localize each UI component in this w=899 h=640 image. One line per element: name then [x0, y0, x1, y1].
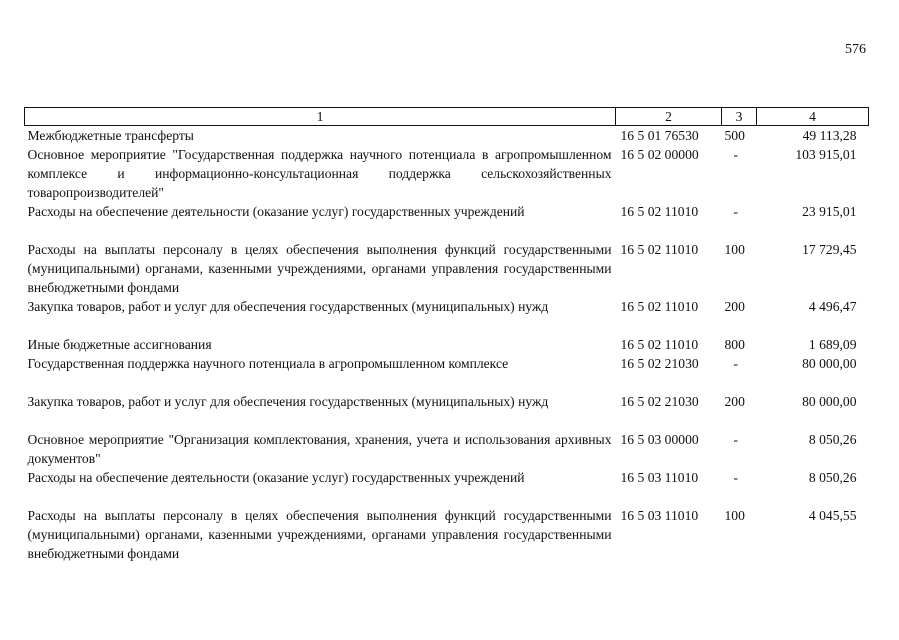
row-type: - [733, 356, 739, 371]
row-name: Государственная поддержка научного потенциала в агропромышленном комплексе [27, 356, 509, 371]
row-amount: 8 050,26 [808, 470, 857, 485]
row-code: 16 5 02 11010 [620, 242, 699, 257]
row-amount: 8 050,26 [808, 432, 857, 447]
table-row [25, 468, 869, 506]
row-type: - [733, 470, 739, 485]
header-col-4: 4 [757, 108, 869, 126]
header-row [25, 108, 869, 126]
row-code: 16 5 02 21030 [620, 356, 699, 371]
row-type: - [733, 204, 739, 219]
row-name: Основное мероприятие "Организация комплектования, хранения, учета и использования архивных документов" [27, 432, 612, 466]
row-code: 16 5 02 00000 [620, 147, 699, 162]
row-code: 16 5 02 11010 [620, 337, 699, 352]
row-type: - [733, 147, 739, 162]
table-row [25, 392, 869, 430]
budget-table [24, 107, 869, 563]
row-type: 200 [724, 394, 745, 409]
header-col-2: 2 [616, 108, 722, 126]
table-row [25, 240, 869, 297]
table-row [25, 335, 869, 354]
row-code: 16 5 01 76530 [620, 128, 699, 143]
row-type: 100 [724, 508, 745, 523]
row-amount: 103 915,01 [795, 147, 857, 162]
row-type: 200 [724, 299, 745, 314]
row-code: 16 5 03 11010 [620, 508, 699, 523]
page-number: 576 [845, 42, 866, 57]
table-row [25, 430, 869, 468]
row-amount: 4 045,55 [808, 508, 857, 523]
table-row [25, 354, 869, 392]
header-col-3: 3 [722, 108, 757, 126]
row-name: Закупка товаров, работ и услуг для обеспечения государственных (муниципальных) нужд [27, 299, 549, 314]
row-code: 16 5 02 11010 [620, 204, 699, 219]
row-code: 16 5 02 21030 [620, 394, 699, 409]
row-type: - [733, 432, 739, 447]
row-name: Закупка товаров, работ и услуг для обеспечения государственных (муниципальных) нужд [27, 394, 549, 409]
row-name: Расходы на выплаты персоналу в целях обеспечения выполнения функций государственными (муниципальными) органами, казенными учреждениями, органами управления государственными внебюджетными фондами [27, 508, 612, 561]
table-row [25, 297, 869, 335]
row-name: Иные бюджетные ассигнования [27, 337, 212, 352]
row-code: 16 5 03 00000 [620, 432, 699, 447]
row-amount: 1 689,09 [808, 337, 857, 352]
table-row [25, 145, 869, 202]
row-type: 800 [724, 337, 745, 352]
row-amount: 49 113,28 [802, 128, 857, 143]
row-amount: 23 915,01 [802, 204, 857, 219]
table-row [25, 126, 869, 146]
row-code: 16 5 03 11010 [620, 470, 699, 485]
row-amount: 80 000,00 [802, 394, 857, 409]
header-col-1: 1 [25, 108, 616, 126]
row-type: 100 [724, 242, 745, 257]
row-amount: 17 729,45 [802, 242, 857, 257]
table-row [25, 506, 869, 563]
row-name: Расходы на обеспечение деятельности (оказание услуг) государственных учреждений [27, 470, 525, 485]
row-name: Основное мероприятие "Государственная поддержка научного потенциала в агропромышленном комплексе и информационно-консультационная поддержка сельскохозяйственных товаропроизводителей" [27, 147, 612, 200]
row-amount: 4 496,47 [808, 299, 857, 314]
row-name: Межбюджетные трансферты [27, 128, 194, 143]
table-row [25, 202, 869, 240]
row-code: 16 5 02 11010 [620, 299, 699, 314]
row-name: Расходы на обеспечение деятельности (оказание услуг) государственных учреждений [27, 204, 525, 219]
row-amount: 80 000,00 [802, 356, 857, 371]
row-name: Расходы на выплаты персоналу в целях обеспечения выполнения функций государственными (муниципальными) органами, казенными учреждениями, органами управления государственными внебюджетными фондами [27, 242, 612, 295]
row-type: 500 [724, 128, 745, 143]
